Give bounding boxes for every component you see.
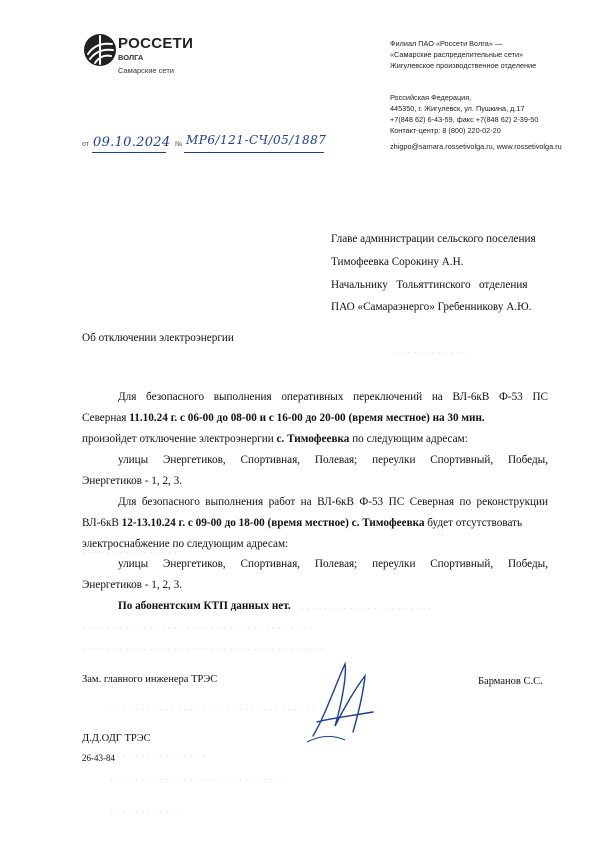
- contact-line-4: Контакт-центр: 8 (800) 220-02-20: [390, 126, 501, 135]
- logo-name: РОССЕТИ: [118, 35, 194, 52]
- addressee-line-4: ПАО «Самараэнерго» Гребенникову А.Ю.: [331, 301, 532, 313]
- paragraph-1-line-3: произойдет отключение электроэнергии с. Тимофеевка по следующим адресам:: [82, 433, 468, 445]
- paragraph-4-line-2: Энергетиков - 1, 2, 3.: [82, 579, 183, 591]
- letter-subject: Об отключении электроэнергии: [82, 332, 234, 344]
- paragraph-1-line-2: Северная 11.10.24 г. с 06-00 до 08-00 и с 16-00 до 20-00 (время местное) на 30 мин.: [82, 412, 485, 424]
- handwritten-signature: [305, 656, 380, 751]
- number-label: №: [175, 141, 183, 148]
- org-line-1: Филиал ПАО «Россети Волга» —: [390, 39, 503, 48]
- bleed-through: · · · · · · · · · · · · · · · ·: [82, 548, 178, 559]
- paragraph-3-line-2: ВЛ-6кВ 12-13.10.24 г. с 09-00 до 18-00 (время местное) с. Тимофеевка будет отсутствовать: [82, 517, 523, 529]
- letter-number: МР6/121-СЧ/05/1887: [186, 133, 327, 147]
- addressee-line-1: Главе администрации сельского поселения: [331, 233, 536, 245]
- paragraph-2-line-1: улицы Энергетиков, Спортивная, Полевая; переулки Спортивный, Победы,: [118, 454, 548, 466]
- contact-line-5: zhigpo@samara.rossetivolga.ru, www.rossetivolga.ru: [390, 142, 562, 151]
- bleed-through: · · · · · · · · · · · · · · · ·: [110, 752, 206, 763]
- paragraph-1-line-1: Для безопасного выполнения оперативных переключений на ВЛ-6кВ Ф-53 ПС: [118, 391, 548, 403]
- bleed-through: · · · · · · · · · · · ·: [110, 808, 181, 819]
- paragraph-4-line-1: улицы Энергетиков, Спортивная, Полевая; переулки Спортивный, Победы,: [118, 558, 548, 570]
- bleed-through: · · · · · · · · · · · · · · · · · · · · · · · · · · · · · · · · · ·: [110, 705, 316, 716]
- bleed-through: · · · · · · · · · · · · · · · · · · · · · · · · · · · · · · · · · · · · · ·: [82, 624, 312, 635]
- number-underline: [184, 152, 324, 153]
- addressee-line-3: Начальнику Тольяттинского отделения: [331, 279, 528, 291]
- addressee-line-2: Тимофеевка Сорокину А.Н.: [331, 256, 464, 268]
- bleed-through: · · · · · · · · · · · · · · · · · · · · · · · · · · · · ·: [110, 775, 285, 786]
- paragraph-3-line-3: электроснабжение по следующим адресам:: [82, 538, 289, 550]
- logo-region: Самарские сети: [118, 66, 174, 75]
- bleed-through: · · · · · · · · · · · · · · · · · · · · · · · · · · · · · · · · · · · · · · · ·: [82, 645, 325, 656]
- rosseti-logo-icon: [82, 32, 118, 68]
- executor-name: Д.Д.ОДГ ТРЭС: [82, 733, 151, 744]
- bleed-through: · · · · · · · · · · · · · · · · · · · · · ·: [300, 604, 433, 615]
- contact-line-2: 445350, г. Жигулевск, ул. Пушкина, д.17: [390, 104, 525, 113]
- paragraph-3-line-1: Для безопасного выполнения работ на ВЛ-6кВ Ф-53 ПС Северная по реконструкции: [118, 496, 548, 508]
- executor-phone: 26-43-84: [82, 753, 115, 763]
- org-line-2: «Самарские распределительные сети»: [390, 50, 524, 59]
- signatory-name: Барманов С.С.: [478, 676, 543, 687]
- paragraph-5: По абонентским КТП данных нет.: [118, 600, 291, 612]
- signatory-title: Зам. главного инженера ТРЭС: [82, 674, 218, 685]
- letter-date: 09.10.2024: [93, 135, 171, 150]
- date-label: от: [82, 141, 89, 148]
- bleed-through: · · · · · · · · · · · ·: [395, 348, 466, 359]
- logo-subtitle: ВОЛГА: [118, 53, 144, 62]
- paragraph-2-line-2: Энергетиков - 1, 2, 3.: [82, 475, 183, 487]
- contact-line-1: Российская Федерация,: [390, 93, 472, 102]
- contact-line-3: +7(848 62) 6-43-59, факс +7(848 62) 2-39-50: [390, 115, 539, 124]
- date-underline: [92, 152, 166, 153]
- org-line-3: Жигулевское производственное отделение: [390, 61, 537, 70]
